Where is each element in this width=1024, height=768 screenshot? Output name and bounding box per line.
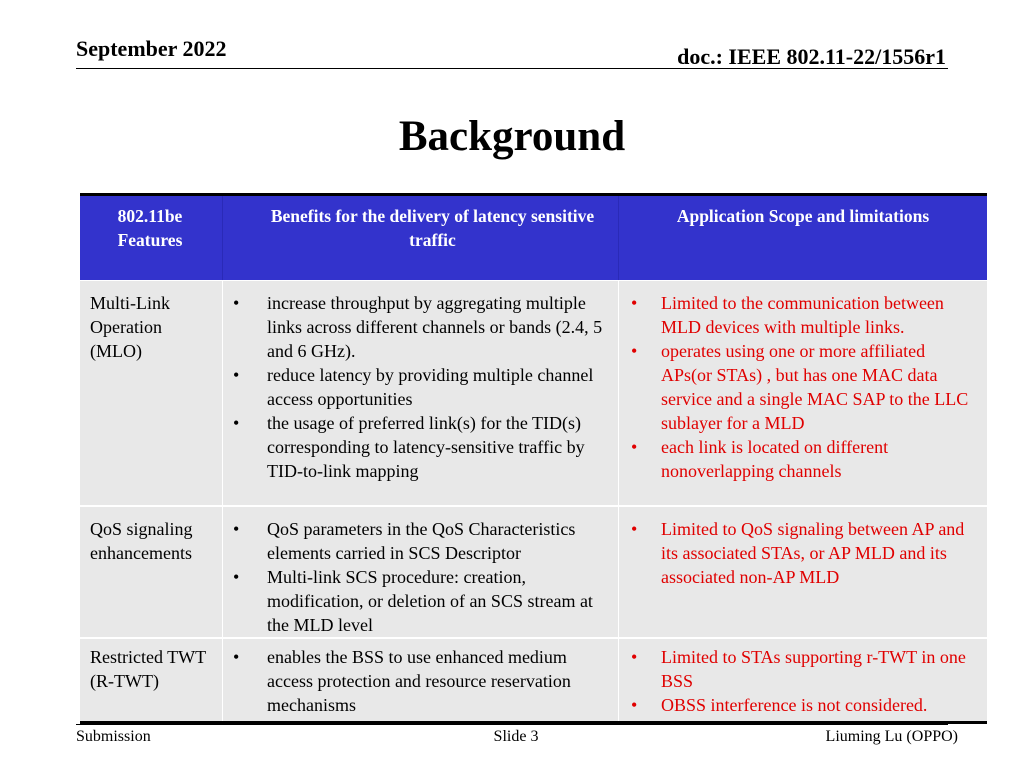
limitations-cell [618,281,987,505]
benefits-cell [222,281,618,505]
benefits-cell [222,639,618,721]
limitation-item: • Limited to QoS signaling between AP and its associated STAs, or AP MLD and its associated non-AP MLD [629,517,977,589]
footer-author: Liuming Lu (OPPO) [825,728,958,745]
limitation-item: • each link is located on different nonoverlapping channels [629,435,977,483]
benefit-item: • the usage of preferred link(s) for the TID(s) corresponding to latency-sensitive traffic by TID-to-link mapping [233,411,612,483]
limitation-item: • operates using one or more affiliated APs(or STAs) , but has one MAC data service and a single MAC SAP to the LLC sublayer for a MLD [629,339,977,435]
benefit-item: • Multi-link SCS procedure: creation, modification, or deletion of an SCS stream at the MLD level [233,565,612,637]
table-header-row [80,196,987,280]
limitation-item: • OBSS interference is not considered. [629,693,977,717]
header-date: September 2022 [76,36,227,61]
table-row-qos [80,507,987,639]
feature-cell: Restricted TWT (R-TWT) [90,647,206,691]
column-header-features: 802.11be Features [117,206,183,250]
benefit-item: • enables the BSS to use enhanced medium access protection and resource reservation mechanisms [233,645,612,717]
column-header-limitations: Application Scope and limitations [618,196,987,280]
limitation-item: • Limited to STAs supporting r-TWT in one BSS [629,645,977,693]
header-doc-id: doc.: IEEE 802.11-22/1556r1 [677,44,946,69]
limitations-cell [618,507,987,637]
limitation-item: • Limited to the communication between MLD devices with multiple links. [629,291,977,339]
footer-slide-number: Slide 3 [493,728,539,745]
benefit-item: • reduce latency by providing multiple channel access opportunities [233,363,612,411]
header-rule [76,68,948,69]
feature-table [80,193,987,724]
column-header-benefits: Benefits for the delivery of latency sensitive traffic [222,196,618,280]
footer-submission: Submission [76,728,151,745]
benefit-item: • increase throughput by aggregating multiple links across different channels or bands (2.4, 5 and 6 GHz). [233,291,612,363]
feature-cell: QoS signaling enhancements [90,519,193,563]
table-row-mlo [80,281,987,507]
feature-cell: Multi-Link Operation (MLO) [90,293,170,361]
benefits-cell [222,507,618,637]
table-row-rtwt [80,639,987,721]
limitations-cell [618,639,987,721]
footer-rule [76,724,948,725]
benefit-item: • QoS parameters in the QoS Characteristics elements carried in SCS Descriptor [233,517,612,565]
slide-title: Background [398,113,626,160]
